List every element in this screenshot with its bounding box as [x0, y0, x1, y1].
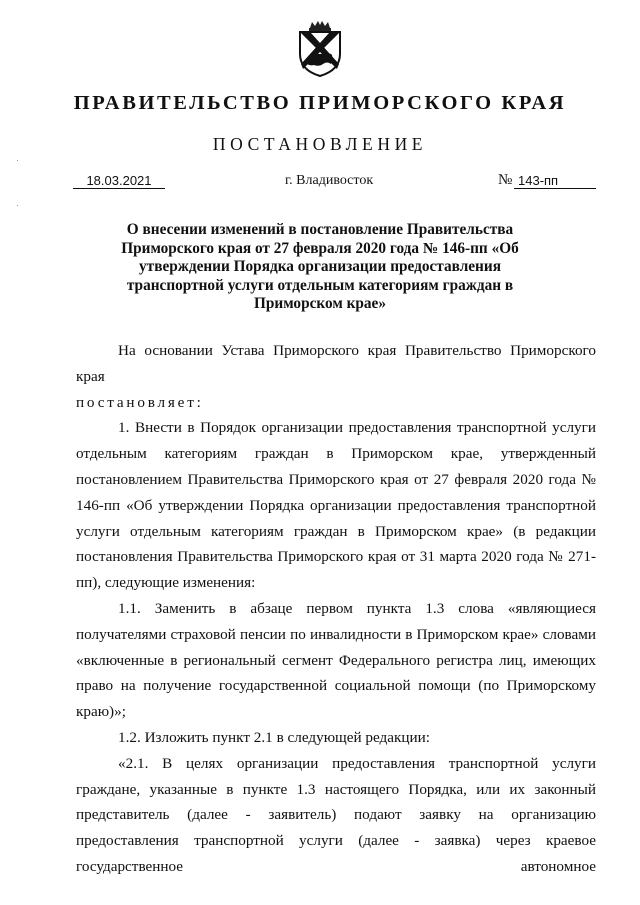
document-number: 143-пп [514, 173, 596, 189]
document-date: 18.03.2021 [73, 173, 165, 189]
document-city: г. Владивосток [285, 173, 374, 188]
document-type: ПОСТАНОВЛЕНИЕ [212, 134, 428, 154]
government-name: ПРАВИТЕЛЬСТВО ПРИМОРСКОГО КРАЯ [73, 92, 567, 114]
paragraph-item-1: 1. Внести в Порядок организации предоставления транспортной услуги отдельным категориям граждан в Приморском крае, утвержденный постановлением Правительства Приморского края от 27 февраля 2020 года № 146-пп «Об утверждении Порядка организации предоставления транспортной услуги отдельным категориям граждан в Приморском крае» (в редакции постановления Правительства Приморского края от 31 марта 2020 года № 271-пп), следующие изменения: [76, 419, 596, 592]
paragraph-item-1-1: 1.1. Заменить в абзаце первом пункта 1.3 слова «являющиеся получателями страховой пенсии по инвалидности в Приморском крае» словами «включенные в региональный сегмент Федерального регистра лиц, имеющих право на получение государственной социальной помощи (по Приморскому краю)»; [76, 599, 596, 721]
paragraph-resolves: постановляет: [76, 393, 204, 411]
number-sign: № [498, 172, 513, 188]
paragraph-item-1-2: 1.2. Изложить пункт 2.1 в следующей редакции: [118, 728, 431, 746]
coat-of-arms-icon [297, 20, 343, 78]
document-title: О внесении изменений в постановление Правительства Приморского края от 27 февраля 2020 года № 146-пп «Об утверждении Порядка организации предоставления транспортной услуги отдельным категориям граждан в Приморском крае» [121, 221, 519, 313]
margin-mark-top [17, 160, 18, 161]
paragraph-item-2-1: «2.1. В целях организации предоставления транспортной услуги граждане, указанные в пункте 1.3 настоящего Порядка, или их законный представитель (далее - заявитель) подают заявку на организацию предоставления транспортной услуги (далее - заявка) через краевое государственное автономное [76, 754, 596, 875]
document-body [76, 338, 596, 880]
paragraph-basis: На основании Устава Приморского края Правительство Приморского края [76, 342, 596, 385]
margin-mark-bottom [17, 205, 18, 206]
